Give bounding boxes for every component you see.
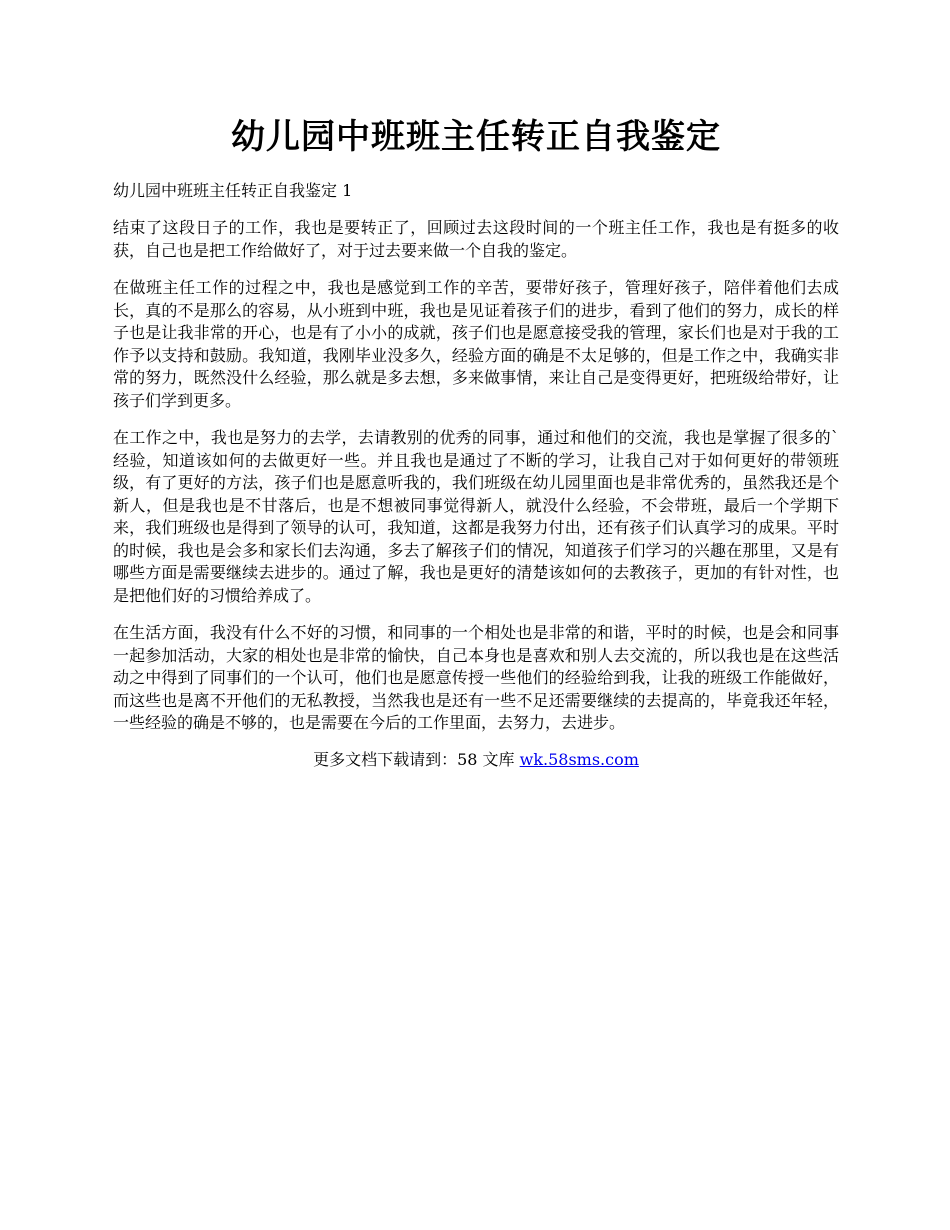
download-footer: [113, 749, 839, 771]
footer-text: 更多文档下载请到：58 文库: [313, 749, 520, 769]
footer-link[interactable]: wk.58sms.com: [519, 749, 639, 769]
document-subtitle: 幼儿园中班班主任转正自我鉴定 1: [113, 181, 353, 200]
paragraph-1: 结束了这段日子的工作，我也是要转正了，回顾过去这段时间的一个班主任工作，我也是有挺多的收获，自己也是把工作给做好了，对于过去要来做一个自我的鉴定。: [113, 218, 839, 260]
paragraph-4: 在生活方面，我没有什么不好的习惯，和同事的一个相处也是非常的和谐，平时的时候，也是会和同事一起参加活动，大家的相处也是非常的愉快，自己本身也是喜欢和别人去交流的，所以我也是在这些活动之中得到了同事们的一个认可，他们也是愿意传授一些他们的经验给到我，让我的班级工作能做好，而这些也是离不开他们的无私教授，当然我也是还有一些不足还需要继续的去提高的，毕竟我还年轻，一些经验的确是不够的，也是需要在今后的工作里面，去努力，去进步。: [113, 623, 839, 732]
paragraph-2: 在做班主任工作的过程之中，我也是感觉到工作的辛苦，要带好孩子，管理好孩子，陪伴着他们去成长，真的不是那么的容易，从小班到中班，我也是见证着孩子们的进步，看到了他们的努力，成长的样子也是让我非常的开心，也是有了小小的成就，孩子们也是愿意接受我的管理，家长们也是对于我的工作予以支持和鼓励。我知道，我刚毕业没多久，经验方面的确是不太足够的，但是工作之中，我确实非常的努力，既然没什么经验，那么就是多去想，多来做事情，来让自己是变得更好，把班级给带好，让孩子们学到更多。: [113, 278, 839, 410]
document-page: [113, 0, 839, 771]
paragraph-3: 在工作之中，我也是努力的去学，去请教别的优秀的同事，通过和他们的交流，我也是掌握了很多的`经验，知道该如何的去做更好一些。并且我也是通过了不断的学习，让我自己对于如何更好的带领班级，有了更好的方法，孩子们也是愿意听我的，我们班级在幼儿园里面也是非常优秀的，虽然我还是个新人，但是我也是不甘落后，也是不想被同事觉得新人，就没什么经验，不会带班，最后一个学期下来，我们班级也是得到了领导的认可，我知道，这都是我努力付出，还有孩子们认真学习的成果。平时的时候，我也是会多和家长们去沟通，多去了解孩子们的情况，知道孩子们学习的兴趣在那里，又是有哪些方面是需要继续去进步的。通过了解，我也是更好的清楚该如何的去教孩子，更加的有针对性，也是把他们好的习惯给养成了。: [113, 428, 839, 605]
document-title: 幼儿园中班班主任转正自我鉴定: [231, 117, 721, 157]
